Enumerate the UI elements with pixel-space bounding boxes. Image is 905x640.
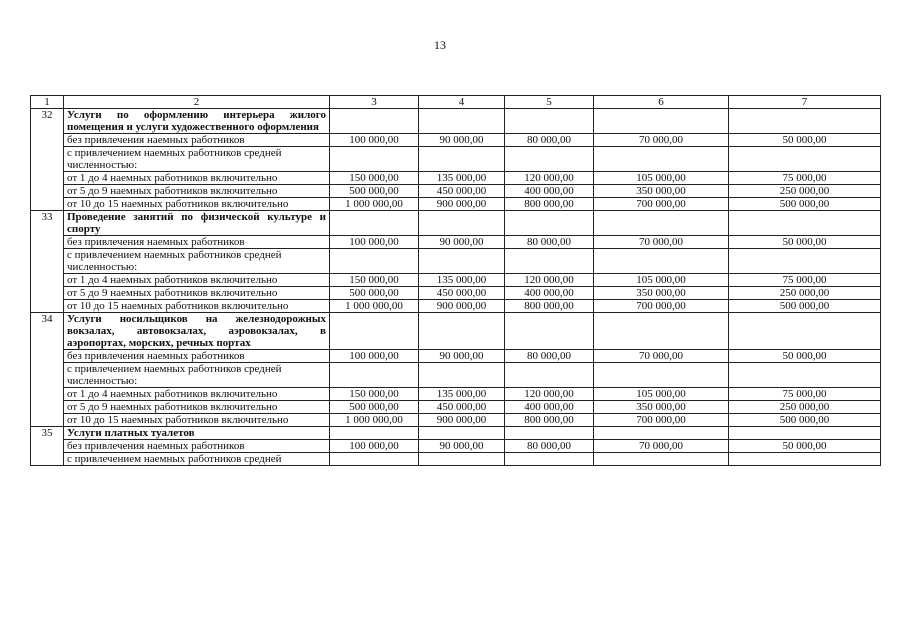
value-cell: 450 000,00 [419, 401, 505, 414]
column-header: 3 [330, 96, 419, 109]
value-cell [594, 453, 729, 466]
empty-cell [330, 211, 419, 236]
empty-cell [505, 109, 594, 134]
value-cell: 400 000,00 [505, 185, 594, 198]
value-cell [419, 249, 505, 274]
row-label: от 10 до 15 наемных работников включительно [64, 300, 330, 313]
empty-cell [594, 109, 729, 134]
table-row [31, 147, 881, 172]
value-cell [330, 453, 419, 466]
section-title-row [31, 109, 881, 134]
empty-cell [594, 313, 729, 350]
section-number: 32 [31, 109, 64, 211]
value-cell: 80 000,00 [505, 236, 594, 249]
empty-cell [330, 427, 419, 440]
value-cell: 90 000,00 [419, 134, 505, 147]
column-header: 5 [505, 96, 594, 109]
value-cell: 900 000,00 [419, 300, 505, 313]
table-row [31, 198, 881, 211]
column-header: 6 [594, 96, 729, 109]
section-number: 33 [31, 211, 64, 313]
value-cell [505, 249, 594, 274]
value-cell: 400 000,00 [505, 401, 594, 414]
value-cell [594, 147, 729, 172]
empty-cell [419, 313, 505, 350]
row-label: от 1 до 4 наемных работников включительно [64, 388, 330, 401]
row-label: от 5 до 9 наемных работников включительно [64, 287, 330, 300]
table-row [31, 134, 881, 147]
table-row [31, 401, 881, 414]
column-header: 4 [419, 96, 505, 109]
empty-cell [594, 211, 729, 236]
row-label: с привлечением наемных работников средней [64, 453, 330, 466]
row-label: без привлечения наемных работников [64, 134, 330, 147]
header-row [31, 96, 881, 109]
value-cell: 90 000,00 [419, 440, 505, 453]
value-cell: 900 000,00 [419, 198, 505, 211]
row-label: без привлечения наемных работников [64, 236, 330, 249]
empty-cell [729, 211, 881, 236]
value-cell: 500 000,00 [729, 198, 881, 211]
value-cell: 350 000,00 [594, 185, 729, 198]
value-cell: 450 000,00 [419, 185, 505, 198]
table-row [31, 172, 881, 185]
section-title: Услуги платных туалетов [64, 427, 330, 440]
value-cell: 70 000,00 [594, 350, 729, 363]
value-cell: 80 000,00 [505, 440, 594, 453]
value-cell: 100 000,00 [330, 440, 419, 453]
value-cell: 50 000,00 [729, 350, 881, 363]
value-cell: 800 000,00 [505, 414, 594, 427]
value-cell [419, 147, 505, 172]
value-cell: 105 000,00 [594, 274, 729, 287]
value-cell: 450 000,00 [419, 287, 505, 300]
value-cell [729, 147, 881, 172]
empty-cell [419, 109, 505, 134]
empty-cell [419, 211, 505, 236]
value-cell: 500 000,00 [330, 287, 419, 300]
value-cell: 80 000,00 [505, 350, 594, 363]
value-cell: 50 000,00 [729, 440, 881, 453]
section-title: Услуги по оформлению интерьера жилого помещения и услуги художественного оформления [64, 109, 330, 134]
value-cell [419, 363, 505, 388]
empty-cell [729, 313, 881, 350]
empty-cell [505, 427, 594, 440]
row-label: без привлечения наемных работников [64, 350, 330, 363]
section-title-row [31, 313, 881, 350]
value-cell: 250 000,00 [729, 287, 881, 300]
table-row [31, 249, 881, 274]
value-cell: 800 000,00 [505, 300, 594, 313]
value-cell: 120 000,00 [505, 274, 594, 287]
table-row [31, 287, 881, 300]
section-title: Проведение занятий по физической культуре и спорту [64, 211, 330, 236]
value-cell [729, 249, 881, 274]
value-cell [505, 453, 594, 466]
value-cell: 500 000,00 [330, 185, 419, 198]
empty-cell [330, 109, 419, 134]
row-label: от 10 до 15 наемных работников включительно [64, 414, 330, 427]
row-label: с привлечением наемных работников средней численностью: [64, 249, 330, 274]
row-label: с привлечением наемных работников средней численностью: [64, 147, 330, 172]
value-cell [419, 453, 505, 466]
value-cell: 90 000,00 [419, 236, 505, 249]
value-cell: 1 000 000,00 [330, 300, 419, 313]
table-row [31, 185, 881, 198]
empty-cell [729, 427, 881, 440]
value-cell: 70 000,00 [594, 440, 729, 453]
value-cell: 80 000,00 [505, 134, 594, 147]
value-cell: 700 000,00 [594, 414, 729, 427]
empty-cell [729, 109, 881, 134]
table-row [31, 236, 881, 249]
value-cell: 120 000,00 [505, 172, 594, 185]
value-cell: 100 000,00 [330, 236, 419, 249]
value-cell: 900 000,00 [419, 414, 505, 427]
empty-cell [594, 427, 729, 440]
table-row [31, 363, 881, 388]
row-label: без привлечения наемных работников [64, 440, 330, 453]
row-label: от 1 до 4 наемных работников включительно [64, 172, 330, 185]
value-cell: 120 000,00 [505, 388, 594, 401]
value-cell: 500 000,00 [729, 300, 881, 313]
column-header: 1 [31, 96, 64, 109]
empty-cell [505, 211, 594, 236]
empty-cell [505, 313, 594, 350]
value-cell: 1 000 000,00 [330, 198, 419, 211]
row-label: с привлечением наемных работников средней численностью: [64, 363, 330, 388]
value-cell: 75 000,00 [729, 274, 881, 287]
column-header: 2 [64, 96, 330, 109]
row-label: от 10 до 15 наемных работников включительно [64, 198, 330, 211]
tariff-table [30, 95, 881, 466]
value-cell: 150 000,00 [330, 172, 419, 185]
value-cell: 70 000,00 [594, 236, 729, 249]
value-cell: 50 000,00 [729, 134, 881, 147]
section-title-row [31, 427, 881, 440]
value-cell: 150 000,00 [330, 388, 419, 401]
value-cell: 800 000,00 [505, 198, 594, 211]
table-row [31, 350, 881, 363]
value-cell [505, 147, 594, 172]
row-label: от 5 до 9 наемных работников включительно [64, 185, 330, 198]
value-cell: 350 000,00 [594, 401, 729, 414]
table-row [31, 274, 881, 287]
value-cell [729, 363, 881, 388]
value-cell: 105 000,00 [594, 388, 729, 401]
value-cell: 105 000,00 [594, 172, 729, 185]
section-number: 35 [31, 427, 64, 466]
empty-cell [330, 313, 419, 350]
value-cell [729, 453, 881, 466]
empty-cell [419, 427, 505, 440]
section-title: Услуги носильщиков на железнодорожных вокзалах, автовокзалах, аэровокзалах, в аэропортах, морских, речных портах [64, 313, 330, 350]
section-number: 34 [31, 313, 64, 427]
column-header: 7 [729, 96, 881, 109]
value-cell [594, 363, 729, 388]
table-row [31, 440, 881, 453]
value-cell: 75 000,00 [729, 388, 881, 401]
table-row [31, 300, 881, 313]
row-label: от 1 до 4 наемных работников включительно [64, 274, 330, 287]
value-cell: 135 000,00 [419, 172, 505, 185]
value-cell: 250 000,00 [729, 401, 881, 414]
value-cell: 90 000,00 [419, 350, 505, 363]
row-label: от 5 до 9 наемных работников включительно [64, 401, 330, 414]
value-cell: 500 000,00 [330, 401, 419, 414]
value-cell [594, 249, 729, 274]
table-row [31, 388, 881, 401]
value-cell: 350 000,00 [594, 287, 729, 300]
value-cell: 100 000,00 [330, 350, 419, 363]
value-cell [505, 363, 594, 388]
value-cell [330, 363, 419, 388]
value-cell: 135 000,00 [419, 388, 505, 401]
value-cell [330, 249, 419, 274]
section-title-row [31, 211, 881, 236]
value-cell: 100 000,00 [330, 134, 419, 147]
value-cell: 50 000,00 [729, 236, 881, 249]
value-cell: 135 000,00 [419, 274, 505, 287]
table-row [31, 414, 881, 427]
value-cell: 150 000,00 [330, 274, 419, 287]
value-cell: 400 000,00 [505, 287, 594, 300]
value-cell [330, 147, 419, 172]
value-cell: 70 000,00 [594, 134, 729, 147]
value-cell: 250 000,00 [729, 185, 881, 198]
value-cell: 1 000 000,00 [330, 414, 419, 427]
page-number: 13 [434, 38, 446, 52]
value-cell: 700 000,00 [594, 198, 729, 211]
value-cell: 700 000,00 [594, 300, 729, 313]
value-cell: 75 000,00 [729, 172, 881, 185]
value-cell: 500 000,00 [729, 414, 881, 427]
table-row [31, 453, 881, 466]
